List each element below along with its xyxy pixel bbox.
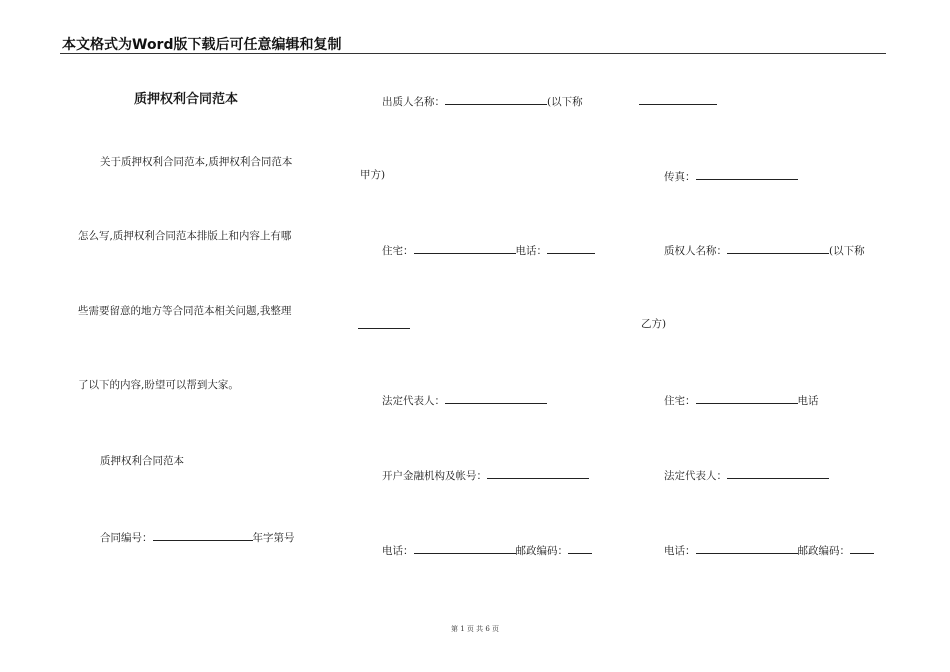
pledgor-name-blank xyxy=(445,94,547,105)
intro-line-3: 些需要留意的地方等合同范本相关问题,我整理 xyxy=(78,305,292,317)
postcode3-blank xyxy=(850,543,874,554)
pledgee-name-row xyxy=(664,243,865,257)
phone3-label: 电话： xyxy=(664,545,696,557)
contract-number-blank xyxy=(153,530,253,541)
fax-row xyxy=(664,169,798,183)
legal-rep3-label: 法定代表人： xyxy=(664,470,727,482)
phone2-label: 电话： xyxy=(382,545,414,557)
document-header-title: 本文格式为Word版下载后可任意编辑和复制 xyxy=(62,37,342,53)
contract-number-suffix: 年字第号 xyxy=(252,532,295,544)
contract-title: 质押权利合同范本 xyxy=(134,92,239,107)
phone3-suffix: 电话 xyxy=(797,395,819,407)
section-subtitle: 质押权利合同范本 xyxy=(100,455,184,467)
pledgor-legal-rep-row xyxy=(382,393,547,407)
pledgee-name-label: 质权人名称： xyxy=(664,245,727,257)
residence-blank xyxy=(414,243,516,254)
party-a-label: 甲方) xyxy=(360,169,386,181)
intro-line-4: 了以下的内容,盼望可以帮到大家。 xyxy=(78,379,239,391)
pledgor-name-suffix: (以下称 xyxy=(547,96,583,108)
bank-account-label: 开户金融机构及帐号： xyxy=(382,470,487,482)
col3-top-row xyxy=(639,94,717,108)
residence3-label: 住宅： xyxy=(664,395,696,407)
intro-line-2: 怎么写,质押权利合同范本排版上和内容上有哪 xyxy=(78,230,292,242)
fax-blank xyxy=(696,169,798,180)
residence3-blank xyxy=(696,393,798,404)
page-number: 第 1 页 共 6 页 xyxy=(450,625,500,633)
pledgee-legal-rep-row xyxy=(664,468,829,482)
phone3-blank xyxy=(696,543,798,554)
legal-rep-label: 法定代表人： xyxy=(382,395,445,407)
pledgor-name-row xyxy=(382,94,583,108)
pledgee-residence-row xyxy=(664,393,819,407)
legal-rep3-blank xyxy=(727,468,829,479)
pledgor-name-label: 出质人名称： xyxy=(382,96,445,108)
bank-account-blank xyxy=(487,468,589,479)
legal-rep-blank xyxy=(445,393,547,404)
continuation-blank xyxy=(358,318,410,329)
pledgor-contact-row xyxy=(382,543,592,557)
phone2-blank xyxy=(414,543,516,554)
continuation-row xyxy=(358,318,410,332)
pledgee-name-suffix: (以下称 xyxy=(829,245,865,257)
header-divider xyxy=(60,53,886,54)
phone-blank xyxy=(547,243,595,254)
residence-label: 住宅： xyxy=(382,245,414,257)
party-b-label: 乙方) xyxy=(641,318,667,330)
postcode-blank xyxy=(568,543,592,554)
phone-label: 电话： xyxy=(515,245,547,257)
contract-number-label: 合同编号： xyxy=(100,532,153,544)
pledgee-contact-row xyxy=(664,543,874,557)
col3-top-blank xyxy=(639,94,717,105)
intro-line-1: 关于质押权利合同范本,质押权利合同范本 xyxy=(100,156,293,168)
contract-number-row xyxy=(100,530,295,544)
postcode-label: 邮政编码： xyxy=(515,545,568,557)
pledgee-name-blank xyxy=(727,243,829,254)
pledgor-residence-row xyxy=(382,243,595,257)
postcode3-label: 邮政编码： xyxy=(797,545,850,557)
fax-label: 传真： xyxy=(664,171,696,183)
bank-account-row xyxy=(382,468,589,482)
